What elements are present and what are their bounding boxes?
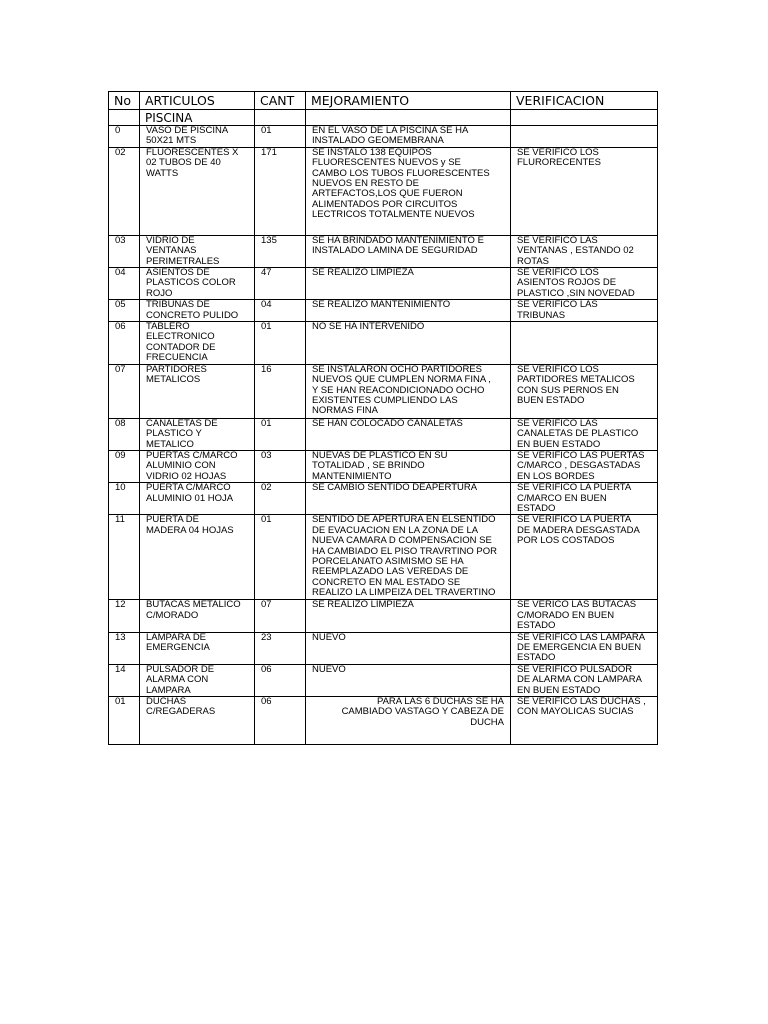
cell-no: 13 xyxy=(109,632,140,664)
cell-verificacion: SE VERIFICO LAS LAMPARA DE EMERGENCIA EN BUEN ESTADO xyxy=(511,632,658,664)
cell-verificacion: SE VERIFICO LA PUERTA DE MADERA DESGASTADA POR LOS COSTADOS xyxy=(511,515,658,600)
cell-verificacion: SE VERIFICO LAS VENTANAS , ESTANDO 02 ROTAS xyxy=(511,235,658,267)
cell-no: 03 xyxy=(109,235,140,267)
cell-mejoramiento: SE HA BRINDADO MANTENIMIENTO E INSTALADO LAMINA DE SEGURIDAD xyxy=(306,235,511,267)
cell-no: 01 xyxy=(109,697,140,745)
cell-articulo: BUTACAS METALICO C/MORADO xyxy=(140,600,255,632)
cell-no: 0 xyxy=(109,126,140,148)
cell-cant: 06 xyxy=(255,664,306,696)
cell-cant: 06 xyxy=(255,697,306,745)
header-no: No xyxy=(109,92,140,110)
header-articulos: ARTICULOS xyxy=(140,92,255,110)
cell-no: 05 xyxy=(109,300,140,322)
cell-articulo: PUERTA DE MADERA 04 HOJAS xyxy=(140,515,255,600)
items-table xyxy=(108,91,658,745)
cell-articulo: VIDRIO DE VENTANAS PERIMETRALES xyxy=(140,235,255,267)
table-row xyxy=(109,364,658,418)
table-row xyxy=(109,515,658,600)
cell-cant: 23 xyxy=(255,632,306,664)
cell-articulo: CANALETAS DE PLASTICO Y METALICO xyxy=(140,418,255,450)
cell-mejoramiento: NUEVAS DE PLASTICO EN SU TOTALIDAD , SE BRINDO MANTENIMIENTO xyxy=(306,450,511,482)
cell-verificacion: SE VERIFICO LAS DUCHAS , CON MAYOLICAS SUCIAS xyxy=(511,697,658,745)
cell-mejoramiento: SENTIDO DE APERTURA EN ELSENTIDO DE EVACUACION EN LA ZONA DE LA NUEVA CAMARA D COMPENSACION SE HA CAMBIADO EL PISO TRAVRTINO POR PORCELANATO ASIMISMO SE HA REEMPLAZADO LAS VEREDAS DE CONCRETO EN MAL ESTADO SE REALIZO LA LIMPEIZA DEL TRAVERTINO xyxy=(306,515,511,600)
cell-verificacion xyxy=(511,126,658,148)
cell-no: 09 xyxy=(109,450,140,482)
cell-mejoramiento: SE REALIZO LIMPIEZA xyxy=(306,600,511,632)
cell-cant: 03 xyxy=(255,450,306,482)
cell-cant: 07 xyxy=(255,600,306,632)
cell-articulo: VASO DE PISCINA 50X21 MTS xyxy=(140,126,255,148)
cell-no: 14 xyxy=(109,664,140,696)
cell-mejoramiento: SE HAN COLOCADO CANALETAS xyxy=(306,418,511,450)
cell-cant: 01 xyxy=(255,322,306,365)
cell-no: 04 xyxy=(109,268,140,300)
cell-articulo: TABLERO ELECTRONICO CONTADOR DE FRECUENCIA xyxy=(140,322,255,365)
cell-cant: 01 xyxy=(255,126,306,148)
cell-articulo: TRIBUNAS DE CONCRETO PULIDO xyxy=(140,300,255,322)
table-row xyxy=(109,450,658,482)
cell-verificacion: SE VERICO LAS BUTACAS C/MORADO EN BUEN ESTADO xyxy=(511,600,658,632)
cell-verificacion: SE VERIFICO LOS ASIENTOS ROJOS DE PLASTICO ,SIN NOVEDAD xyxy=(511,268,658,300)
cell-articulo: ASIENTOS DE PLASTICOS COLOR ROJO xyxy=(140,268,255,300)
cell-articulo: DUCHAS C/REGADERAS xyxy=(140,697,255,745)
cell-mejoramiento: SE REALIZO LIMPIEZA xyxy=(306,268,511,300)
cell-articulo: PARTIDORES METALICOS xyxy=(140,364,255,418)
cell-verificacion: SE VERIFICO LAS PUERTAS C/MARCO , DESGASTADAS EN LOS BORDES xyxy=(511,450,658,482)
cell-articulo: PUERTAS C/MARCO ALUMINIO CON VIDRIO 02 HOJAS xyxy=(140,450,255,482)
cell-mejoramiento: SE CAMBIO SENTIDO DEAPERTURA xyxy=(306,483,511,515)
cell-no: 06 xyxy=(109,322,140,365)
table-row xyxy=(109,268,658,300)
cell-cant: 135 xyxy=(255,235,306,267)
section-label: PISCINA xyxy=(140,110,255,126)
cell-mejoramiento: NUEVO xyxy=(306,632,511,664)
cell-verificacion: SE VERIFICO LA PUERTA C/MARCO EN BUEN ESTADO xyxy=(511,483,658,515)
cell-mejoramiento: EN EL VASO DE LA PISCINA SE HA INSTALADO GEOMEMBRANA xyxy=(306,126,511,148)
cell-articulo: FLUORESCENTES X 02 TUBOS DE 40 WATTS xyxy=(140,147,255,235)
header-verificacion: VERIFICACION xyxy=(511,92,658,110)
cell-cant: 02 xyxy=(255,483,306,515)
cell-verificacion: SE VERIFICO LAS CANALETAS DE PLASTICO EN BUEN ESTADO xyxy=(511,418,658,450)
header-cant: CANT xyxy=(255,92,306,110)
cell-no: 11 xyxy=(109,515,140,600)
table-row xyxy=(109,147,658,235)
cell-no: 08 xyxy=(109,418,140,450)
table-row xyxy=(109,418,658,450)
cell-no: 12 xyxy=(109,600,140,632)
table-row xyxy=(109,697,658,745)
cell-cant: 16 xyxy=(255,364,306,418)
cell-cant: 01 xyxy=(255,418,306,450)
table-row xyxy=(109,126,658,148)
cell-cant: 04 xyxy=(255,300,306,322)
cell-verificacion xyxy=(511,322,658,365)
table-row xyxy=(109,483,658,515)
header-row xyxy=(109,92,658,110)
table-row xyxy=(109,664,658,696)
table-row xyxy=(109,632,658,664)
cell-articulo: LAMPARA DE EMERGENCIA xyxy=(140,632,255,664)
cell-articulo: PULSADOR DE ALARMA CON LAMPARA xyxy=(140,664,255,696)
table-row xyxy=(109,322,658,365)
table-row xyxy=(109,600,658,632)
cell-cant: 47 xyxy=(255,268,306,300)
cell-verificacion: SE VERIFICO LOS PARTIDORES METALICOS CON SUS PERNOS EN BUEN ESTADO xyxy=(511,364,658,418)
cell-articulo: PUERTA C/MARCO ALUMINIO 01 HOJA xyxy=(140,483,255,515)
cell-no: 02 xyxy=(109,147,140,235)
cell-cant: 171 xyxy=(255,147,306,235)
cell-mejoramiento: SE REALIZO MANTENIMIENTO xyxy=(306,300,511,322)
table-row xyxy=(109,235,658,267)
cell-verificacion: SE VERIFICO PULSADOR DE ALARMA CON LAMPARA EN BUEN ESTADO xyxy=(511,664,658,696)
header-mejoramiento: MEJORAMIENTO xyxy=(306,92,511,110)
cell-mejoramiento: NUEVO xyxy=(306,664,511,696)
cell-no: 10 xyxy=(109,483,140,515)
cell-verificacion: SE VERIFICO LAS TRIBUNAS xyxy=(511,300,658,322)
cell-mejoramiento: SE INSTALARON OCHO PARTIDORES NUEVOS QUE CUMPLEN NORMA FINA , Y SE HAN REACONDICIONADO OCHO EXISTENTES CUMPLIENDO LAS NORMAS FINA xyxy=(306,364,511,418)
section-row xyxy=(109,110,658,126)
cell-cant: 01 xyxy=(255,515,306,600)
cell-verificacion: SE VERIFICO LOS FLURORECENTES xyxy=(511,147,658,235)
cell-no: 07 xyxy=(109,364,140,418)
cell-mejoramiento: NO SE HA INTERVENIDO xyxy=(306,322,511,365)
cell-mejoramiento: SE INSTALO 138 EQUIPOS FLUORESCENTES NUEVOS y SE CAMBO LOS TUBOS FLUORESCENTES NUEVOS EN RESTO DE ARTEFACTOS,LOS QUE FUERON ALIMENTADOS POR CIRCUITOS LECTRICOS TOTALMENTE NUEVOS xyxy=(306,147,511,235)
cell-mejoramiento: PARA LAS 6 DUCHAS SE HA CAMBIADO VASTAGO Y CABEZA DE DUCHA xyxy=(306,697,511,745)
table-row xyxy=(109,300,658,322)
